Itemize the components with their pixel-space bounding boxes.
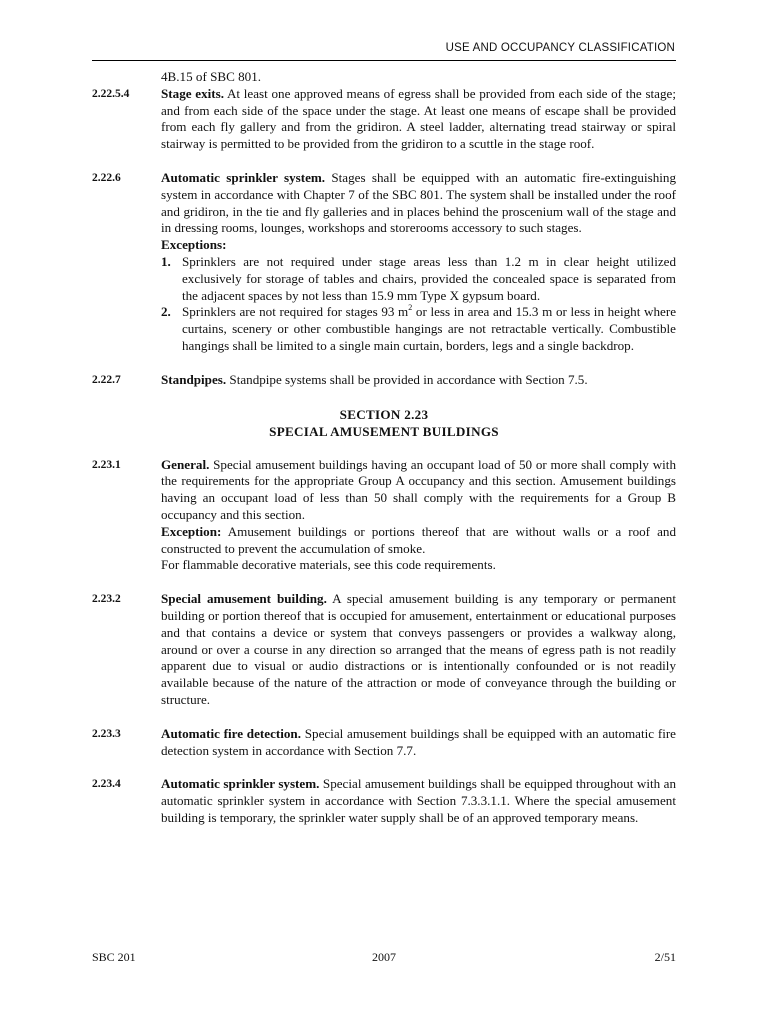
section-text [161,457,676,575]
section-number: 2.22.5.4 [92,87,130,100]
section-2-23-2 [92,591,676,709]
section-title: Automatic sprinkler system. [161,776,320,792]
document-body [92,69,676,827]
footer-year: 2007 [372,950,396,964]
section-heading-title: SPECIAL AMUSEMENT BUILDINGS [269,423,499,439]
section-heading-number: SECTION 2.23 [339,406,429,422]
exception-item [161,304,676,354]
section-2-22-6 [92,170,676,355]
footer-page-number: 2/51 [654,950,676,964]
section-body: Special amusement buildings shall be equipped with an automatic fire detection system in accordance with Section 7.7. [161,725,676,758]
header-rule [92,60,676,61]
section-2-22-7 [92,372,676,389]
section-title: Special amusement building. [161,591,327,607]
section-body: Special amusement buildings shall be equipped throughout with an automatic sprinkler system in accordance with Section 7.3.3.1.1. Where the special amusement building is temporary, the sprinkler water supply shall be of an approved temporary means. [161,776,677,825]
section-text [161,776,676,826]
exception-text: Sprinklers are not required under stage areas less than 1.2 m in clear height utilized exclusively for storage of tables and chairs, provided the concealed space is separated from the adjacent spaces by not less than 15.9 mm Type X gypsum board. [182,253,676,303]
exception-text: Amusement buildings or portions thereof that are without walls or a roof and constructed to prevent the accumulation of smoke. [161,523,676,556]
section-number: 2.23.1 [92,458,121,471]
section-number: 2.22.7 [92,373,121,386]
section-body: Stages shall be equipped with an automatic fire-extinguishing system in accordance with Chapter 7 of the SBC 801. The system shall be installed under the roof and gridiron, in the tie and fly galleries and in places behind the proscenium wall of the stage and in dressing rooms, lounges, workshops and storerooms accessory to such stages. [161,169,676,236]
section-title: Stage exits. [161,85,224,101]
section-2-23-1 [92,457,676,575]
exception-number: 1. [161,253,171,269]
section-number: 2.23.3 [92,727,121,740]
section-number: 2.23.2 [92,593,121,606]
section-text [161,86,676,153]
section-2-22-5-4 [92,86,676,153]
section-text [161,591,676,709]
exception-number: 2. [161,304,171,320]
section-body: Special amusement buildings having an occupant load of 50 or more shall comply with the requirements for the appropriate Group A occupancy and this section. Amusement buildings having an occupant load of less than 50 shall comply with the requirements for a Group B occupancy and this section. [161,456,676,522]
exception-text [182,304,676,354]
exceptions-label: Exceptions: [161,237,227,253]
section-text [161,170,676,355]
section-title: Standpipes. [161,371,227,387]
running-header: USE AND OCCUPANCY CLASSIFICATION [445,42,675,54]
footer-code: SBC 201 [92,950,136,964]
section-title: Automatic fire detection. [161,725,301,741]
section-title: Automatic sprinkler system. [161,169,326,185]
exception-label: Exception: [161,523,222,539]
section-2-23-3 [92,726,676,760]
section-number: 2.23.4 [92,778,121,791]
section-body: A special amusement building is any temporary or permanent building or portion thereof that is occupied for amusement, entertainment or educational purposes and that contains a device or system that conveys passengers or provides a walkway along, around or over a course in any direction so arranged that the means of egress path is not readily apparent due to visual or audio distractions or is intentionally confounded or is not readily available because of the nature of the attraction or mode of conveyance through the building or structure. [161,591,676,707]
section-body: At least one approved means of egress shall be provided from each side of the stage; and from each side of the space under the stage. At least one means of escape shall be provided from each fly gallery and from the gridiron. A steel ladder, alternating tread stairway or spiral stairway is permitted to be provided from the gridiron to a scuttle in the stage roof. [161,85,676,152]
exception-text-part: or less in area and 15.3 m or less in height where curtains, scenery or other combustible hangings are not retractable vertically. Combustible hangings shall be limited to a single main curtain, borders, legs and a single backdrop. [182,304,677,353]
section-text [161,726,676,760]
continuation-text: 4B.15 of SBC 801. [161,69,262,84]
section-text [161,372,676,389]
exception-text-part: Sprinklers are not required for stages 93 m [182,304,409,320]
superscript: 2 [408,303,413,313]
section-note: For flammable decorative materials, see this code requirements. [161,557,496,573]
exception-item [161,254,676,304]
section-body: Standpipe systems shall be provided in accordance with Section 7.5. [226,371,588,387]
section-title: General. [161,456,210,472]
section-number: 2.22.6 [92,171,121,184]
page-footer [92,950,676,968]
section-2-23-4 [92,776,676,826]
